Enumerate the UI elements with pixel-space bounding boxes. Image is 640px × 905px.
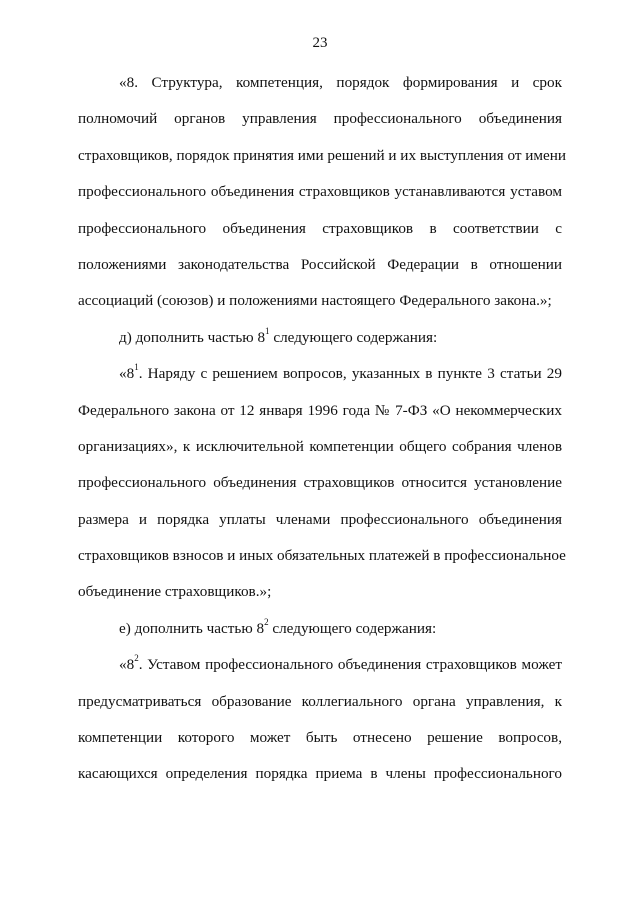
- text-line: [78, 502, 562, 538]
- text-segment: профессионального объединения страховщиков относится установление: [78, 474, 562, 492]
- text-segment: положениями законодательства Российской Федерации в отношении: [78, 255, 562, 273]
- text-line: [78, 356, 562, 392]
- page-number: 23: [312, 35, 328, 51]
- text-segment: «8. Структура, компетенция, порядок формирования и срок: [119, 74, 562, 91]
- text-line: [78, 211, 562, 247]
- text-segment: касающихся определения порядка приема в члены профессионального: [78, 765, 562, 783]
- superscript: 1: [134, 362, 139, 373]
- text-segment: д) дополнить частью 8: [119, 328, 266, 346]
- text-segment: размера и порядка уплаты членами профессионального объединения: [78, 510, 562, 528]
- text-segment: следующего содержания:: [268, 619, 437, 637]
- text-line: [78, 465, 562, 501]
- text-line: [78, 247, 562, 283]
- text-segment: профессионального объединения страховщиков устанавливаются уставом: [78, 183, 562, 201]
- text-segment: страховщиков взносов и иных обязательных платежей в профессиональное: [78, 547, 566, 565]
- text-line: [78, 320, 562, 356]
- text-line: [78, 101, 562, 137]
- text-segment: е) дополнить частью 8: [119, 619, 265, 637]
- text-segment: полномочий органов управления профессионального объединения: [78, 110, 562, 128]
- text-segment: следующего содержания:: [269, 328, 438, 346]
- text-line: [78, 429, 562, 465]
- text-line: [78, 138, 567, 174]
- text-line: [78, 538, 566, 574]
- text-line: [78, 684, 562, 720]
- text-segment: . Уставом профессионального объединения страховщиков может: [138, 656, 562, 674]
- text-segment: компетенции которого может быть отнесено решение вопросов,: [78, 729, 562, 747]
- text-line: [78, 393, 562, 429]
- text-segment: страховщиков, порядок принятия ими решений и их выступления от имени: [78, 146, 567, 164]
- text-segment: Федерального закона от 12 января 1996 года № 7-ФЗ «О некоммерческих: [78, 401, 562, 419]
- superscript: 1: [265, 325, 270, 336]
- text-line: [78, 283, 562, 319]
- text-segment: профессионального объединения страховщиков в соответствии с: [78, 219, 562, 237]
- text-segment: предусматриваться образование коллегиального органа управления, к: [78, 692, 562, 710]
- text-line: [78, 574, 562, 610]
- text-segment: . Наряду с решением вопросов, указанных в пункте 3 статьи 29: [138, 365, 562, 383]
- superscript: 2: [264, 616, 269, 627]
- text-segment: «8: [119, 656, 135, 674]
- text-segment: ассоциаций (союзов) и положениями настоящего Федерального закона.»;: [78, 292, 552, 310]
- document-body: [78, 65, 567, 793]
- text-segment: объединение страховщиков.»;: [78, 583, 272, 601]
- text-line: [78, 174, 562, 210]
- text-line: [78, 720, 562, 756]
- text-line: [78, 647, 562, 683]
- text-line: [78, 611, 562, 647]
- text-line: [78, 756, 562, 792]
- text-line: [78, 65, 562, 101]
- text-segment: «8: [119, 365, 135, 383]
- superscript: 2: [134, 653, 139, 664]
- text-segment: организациях», к исключительной компетенции общего собрания членов: [78, 437, 562, 455]
